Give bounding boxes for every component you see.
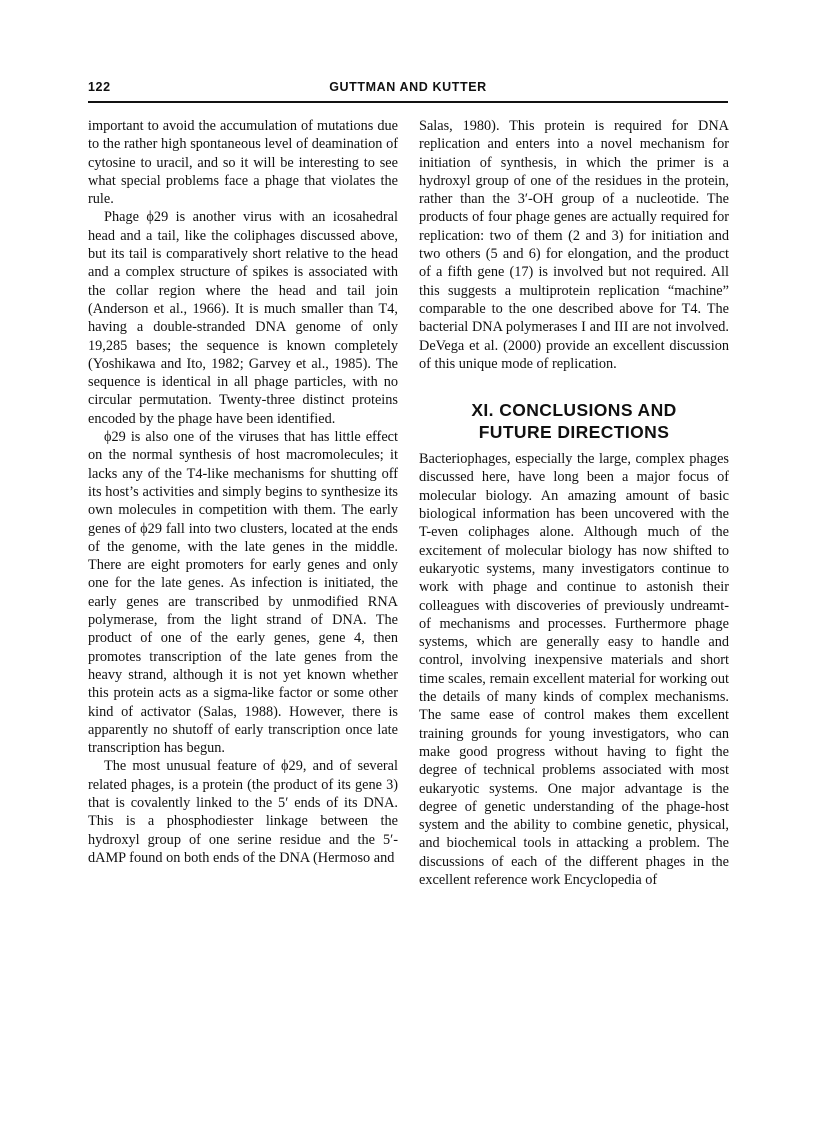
right-column [419, 117, 729, 889]
section-heading-line-1: XI. CONCLUSIONS AND [471, 400, 677, 421]
page-header [88, 80, 728, 100]
section-heading-line-2: FUTURE DIRECTIONS [478, 422, 670, 443]
paragraph-continued: important to avoid the accumulation of mutations due to the rather high spontaneous level of deamination of cytosine to uracil, and so it will be interesting to see what special problems face a phage that violates the rule. [88, 118, 398, 208]
paragraph-phi29-transcription: ϕ29 is also one of the viruses that has little effect on the normal synthesis of host macromolecules; it lacks any of the T4-like mechanisms for shutting off its host’s activities and simply begins to synthesize its own molecules in competition with them. The early genes of ϕ29 fall into two clusters, located at the ends of the genome, with the late genes in the middle. There are eight promoters for early genes and only one for the late genes. As infection is initiated, the early genes are transcribed by unmodified RNA polymerase, from the light strand of DNA. The product of one of the early genes, gene 4, then promotes transcription of the late genes from the heavy strand, although it is not yet known whether this protein acts as a sigma-like factor or some other kind of activator (Salas, 1988). However, there is apparently no shutoff of early transcription once late transcription has begun. [88, 429, 398, 757]
paragraph-phi29-terminal-protein: The most unusual feature of ϕ29, and of several related phages, is a protein (the product of its gene 3) that is covalently linked to the 5′ ends of its DNA. This is a phosphodiester linkage between the hydroxyl group of one serine residue and the 5′-dAMP found on both ends of the DNA (Hermoso and [88, 758, 398, 866]
section-heading [419, 399, 729, 443]
running-title: GUTTMAN AND KUTTER [329, 80, 487, 94]
paragraph-phage-phi29-structure: Phage ϕ29 is another virus with an icosahedral head and a tail, like the coliphages discussed above, but its tail is comparatively short relative to the head and a complex structure of spikes is associated with the collar region where the head and tail join (Anderson et al., 1966). It is much smaller than T4, having a double-stranded DNA genome of only 19,285 bases; the sequence is known completely (Yoshikawa and Ito, 1982; Garvey et al., 1985). The sequence is identical in all phage particles, with no circular permutation. Twenty-three distinct proteins encoded by the phage have been identified. [88, 209, 398, 427]
header-rule [88, 101, 728, 103]
page-number: 122 [88, 80, 111, 94]
paragraph-conclusions: Bacteriophages, especially the large, complex phages discussed here, have long been a major focus of molecular biology. An amazing amount of basic biological information has been uncovered with the T-even coliphages alone. Although much of the excitement of molecular biology has now shifted to eukaryotic systems, many investigators continue to work with phage and continue to astonish their colleagues with discoveries of previously undreamt-of mechanisms and processes. Furthermore phage systems, which are generally easy to handle and control, involving inexpensive materials and short time scales, remain excellent material for working out the details of many kinds of complex mechanisms. The same ease of control makes them excellent training grounds for young investigators, who can make good progress without having to fight the degree of technical problems associated with most eukaryotic systems. One major advantage is the degree of genetic understanding of the phage-host system and the ability to combine genetic, physical, and biochemical tools in attacking a problem. The discussions of each of the different phages in the excellent reference work Encyclopedia of [419, 451, 729, 888]
paragraph-replication: Salas, 1980). This protein is required for DNA replication and enters into a novel mechanism for initiation of synthesis, in which the primer is a hydroxyl group of one of the residues in the protein, rather than the 3′-OH group of a nucleotide. The products of four phage genes are actually required for replication: two of them (2 and 3) for initiation and two others (5 and 6) for elongation, and the product of a fifth gene (17) is involved but not required. All this suggests a multiprotein replication “machine” comparable to the one described above for T4. The bacterial DNA polymerases I and III are not involved. DeVega et al. (2000) provide an excellent discussion of this unique mode of replication. [419, 118, 729, 372]
left-column [88, 117, 398, 867]
